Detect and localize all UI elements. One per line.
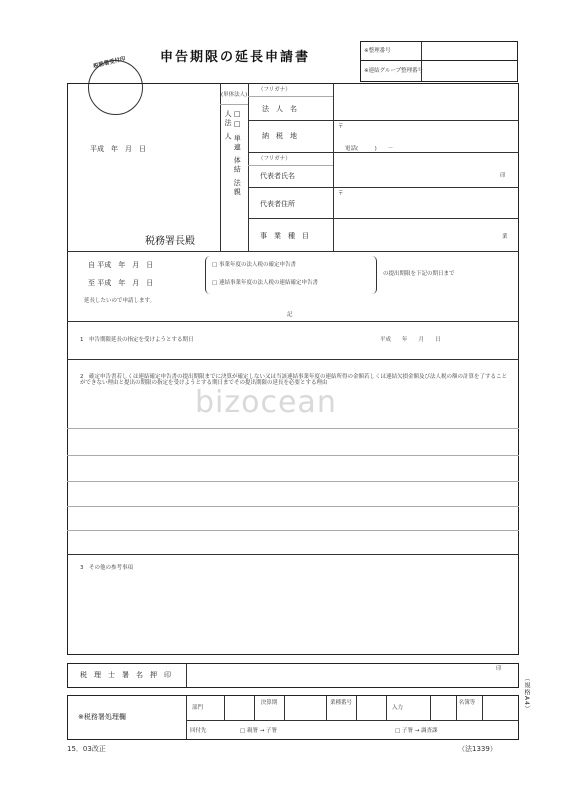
office-process-label: ※税務署処理欄 [78,713,126,721]
list-label: 名簿等 [458,700,476,706]
ki-label: 記 [287,312,293,318]
period-suffix: の提出期限を下記の期日まで [383,271,455,277]
office-process-box [67,695,519,740]
rep-seal: 印 [500,173,506,179]
consolidated-type-label[interactable]: □□ 単連 体結 法親 人法 人 [224,110,242,197]
route-parent-to-child[interactable]: □ 親署 → 子署 [240,728,278,734]
section3-label: 3 その他の参考事項 [80,565,133,571]
tax-accountant-seal: 印 [496,666,502,672]
option-single[interactable]: □ 事業年度の法人税の確定申告書 [212,262,296,268]
revision-note: 15．03改正 [67,745,106,753]
period-from[interactable]: 自 平成 年 月 日 [88,261,154,269]
ref-number-box[interactable] [360,41,518,61]
application-date[interactable]: 平成 年 月 日 [90,145,146,153]
group-ref-box[interactable] [360,60,518,82]
watermark: bizocean [195,385,337,420]
single-corp-label: (単体法人) [221,92,248,98]
section2-label: 2 確定申告書若しくは連結確定申告書の提出期限までに決算が確定しない又は当該連結事業年度の連結所得の金額若しくは連結欠損金額及び法人税の額の計算を了することができない理由と提出の期限の指定を受けようとする期日までその提出期限の延長を必要とする理由 [80,374,508,387]
rep-name-label: 代表者氏名 [260,172,295,180]
business-no-label: 業種番号 [329,700,352,706]
size-note: （規格A4） [523,675,530,713]
notice-label: 回付先 [190,728,207,734]
route-child-to-survey[interactable]: □ 子署 → 調査課 [395,728,438,734]
group-ref-label: ※連結グループ整理番号 [364,68,424,74]
stamp-label: 税務署受付印 [92,56,127,70]
entry-label: 入力 [392,705,404,711]
postal-mark-1: 〒 [338,124,344,130]
option-consolidated[interactable]: □ 連結事業年度の法人税の連結確定申告書 [212,280,318,286]
dept-label: 部門 [192,705,204,711]
decision-label: 決算期 [260,700,278,706]
postal-mark-2: 〒 [338,191,344,197]
furigana-2: （フリガナ） [258,156,291,162]
address-label: 納 税 地 [262,132,297,140]
ref-number-label: ※整理番号 [364,48,391,54]
business-suffix: 業 [502,234,508,240]
business-label: 事 業 種 目 [260,232,309,240]
form-frame [67,83,519,655]
corp-name-label: 法 人 名 [262,105,297,113]
furigana-1: （フリガナ） [258,87,291,93]
section1-label: 1 申告期限延長の指定を受けようとする期日 [80,337,194,343]
section1-date[interactable]: 平成 年 月 日 [380,337,441,343]
rep-address-label: 代表者住所 [260,200,295,208]
form-title: 申告期限の延長申請書 [160,50,311,65]
period-to[interactable]: 至 平成 年 月 日 [88,279,154,287]
tax-office-name: 税務署長殿 [145,236,195,247]
form-number: （法1339） [458,745,497,753]
tax-accountant-label: 税 理 士 署 名 押 印 [80,671,171,679]
request-text: 延長したいので申請します。 [84,298,156,304]
phone-field[interactable]: 電話( ) － [345,146,394,152]
